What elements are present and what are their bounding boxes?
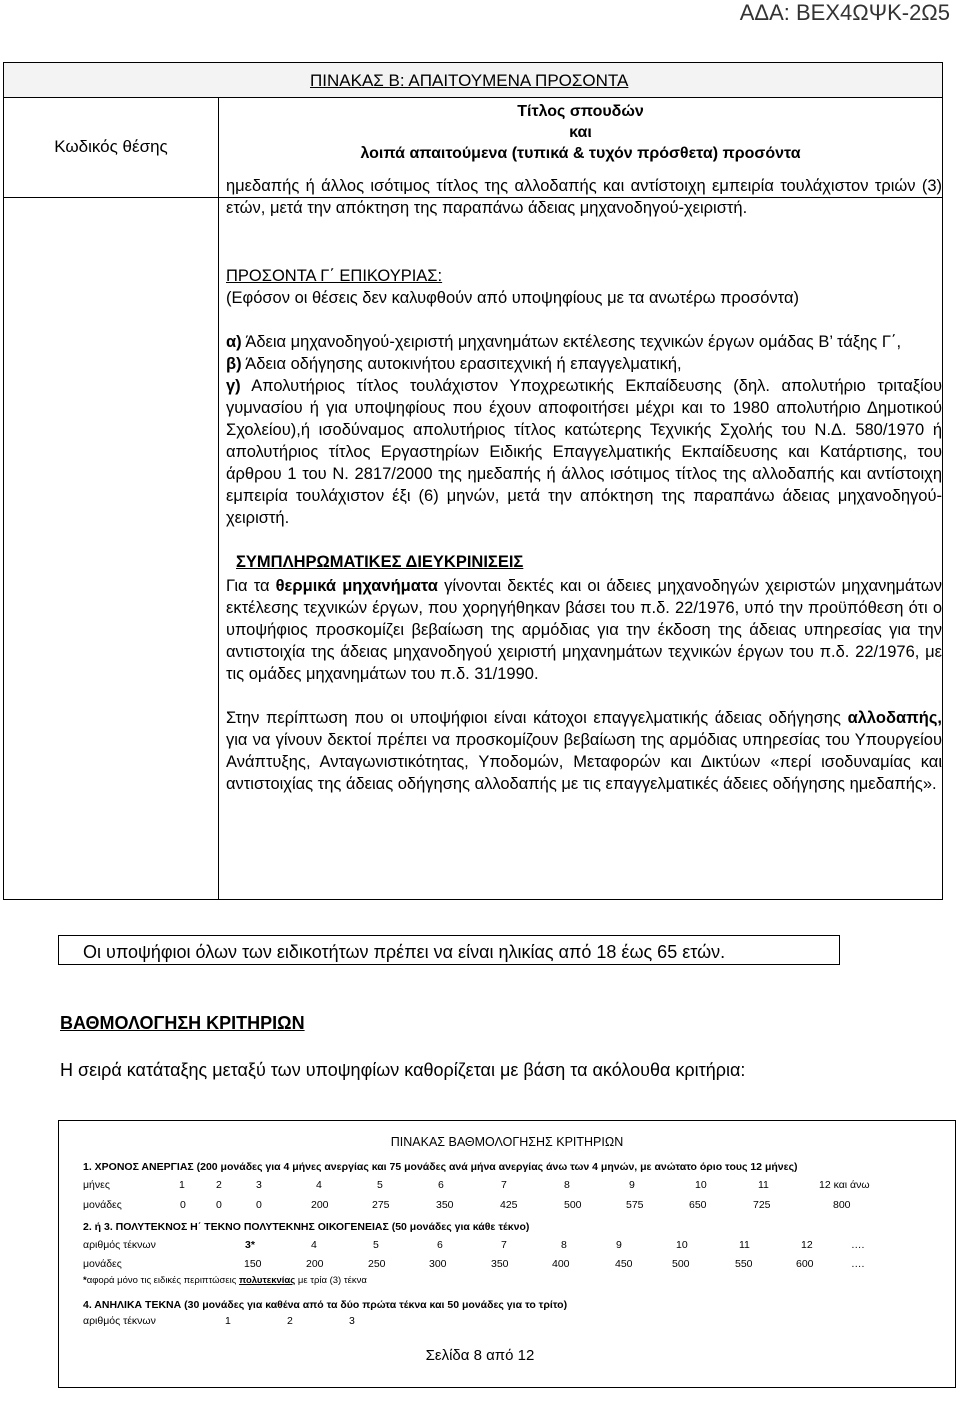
table-cell: 800 [833,1199,851,1211]
table-cell: 12 και άνω [819,1179,870,1191]
note-text: αφορά μόνο τις ειδικές περιπτώσεις [86,1275,239,1286]
section-note: (Εφόσον οι θέσεις δεν καλυφθούν από υποψηφίους με τα ανωτέρω προσόντα) [226,289,799,307]
criterion-4-row1-label: αριθμός τέκνων [83,1315,156,1327]
table-cell: 8 [564,1179,570,1191]
table-cell: 3 [256,1179,262,1191]
table-cell: 7 [501,1239,507,1251]
criterion-2-title: 2. ή 3. ΠΟΛΥΤΕΚΝΟΣ Η΄ ΤΕΚΝΟ ΠΟΛΥΤΕΚΝΗΣ ΟΙΚΟΓΕΝΕΙΑΣ (50 μονάδες για κάθε τέκνο) [83,1221,530,1233]
criterion-2-row1-label: αριθμός τέκνων [83,1239,156,1251]
criteria-table-title: ΠΙΝΑΚΑΣ ΒΑΘΜΟΛΟΓΗΣΗΣ ΚΡΙΤΗΡΙΩΝ [390,1135,624,1149]
age-note-box [58,935,840,965]
supp1-text-rest: γίνονται δεκτές και οι άδειες μηχανοδηγών χειριστών μηχανημάτων εκτέλεσης τεχνικών έργων, που χορηγήθηκαν βάσει του π.δ. 22/1976, υπό την προϋπόθεση ότι ο υποψήφιος προσκομίζει βεβαίωση της αρμόδιας για την έκδοση της άδειας υπηρεσίας για την αντιστοιχία της άδειας μηχανοδηγού χειριστή μηχανημάτων τεχνικών έργων του π.δ. 22/1976, με τις ομάδες μηχανημάτων του π.δ. 31/1990. [226,577,942,683]
table-cell: 0 [256,1199,262,1211]
column-header-code: Κωδικός θέσης [54,137,168,156]
table-cell: 3* [245,1239,255,1251]
table-cell: 9 [616,1239,622,1251]
supp1-text: Για τα [226,577,276,595]
table-cell: 650 [689,1199,707,1211]
supp2-text: Στην περίπτωση που οι υποψήφιοι είναι κάτοχοι επαγγελματικής άδειας οδήγησης [226,709,848,727]
table-cell: 275 [372,1199,390,1211]
requirements-table [3,62,943,900]
table-cell: 550 [735,1258,753,1270]
table-cell: 250 [368,1258,386,1270]
table-cell: 350 [436,1199,454,1211]
table-cell: 10 [695,1179,707,1191]
table-cell: 200 [306,1258,324,1270]
ada-code: ΑΔΑ: ΒΕΧ4ΩΨΚ-2Ω5 [739,0,950,25]
table-cell: 11 [758,1179,769,1191]
note-underlined: πολυτεκνίας [238,1275,296,1286]
table-cell: 150 [244,1258,262,1270]
table-cell: 8 [561,1239,567,1251]
table-cell: 600 [796,1258,814,1270]
table-title-row [4,63,942,98]
column-header-line: και [569,124,592,141]
supp2-text-rest: για να γίνουν δεκτοί πρέπει να προσκομίζουν βεβαίωση της αρμόδιας υπηρεσίας του Υπουργείου Ανάπτυξης, Ανταγωνιστικότητας, Υποδομών, Μεταφορών και Δικτύων «περί ισοδυναμίας και αντιστοιχίας της άδειας οδήγησης αλλοδαπής με τις επαγγελματικές άδειες οδήγησης ημεδαπής». [226,731,942,793]
table-cell: 575 [626,1199,644,1211]
supplementary-heading [226,551,942,573]
age-note: Οι υποψήφιοι όλων των ειδικοτήτων πρέπει να είναι ηλικίας από 18 έως 65 ετών. [83,942,726,962]
table-cell: 1 [225,1315,231,1327]
table-cell: 4 [311,1239,317,1251]
table-cell: 400 [552,1258,570,1270]
item-c-text: Απολυτήριος τίτλος τουλάχιστον Υποχρεωτικής Εκπαίδευσης (δηλ. απολυτήριο τριταξίου γυμνασίου ή για υποψηφίους που έχουν αποφοιτήσει μέχρι και το 1980 απολυτήριο Δημοτικού Σχολείου),ή ισοδύναμος απολυτήριος τίτλος κατώτερης Τεχνικής Σχολής του Ν.Δ. 580/1970 ή απολυτήριος τίτλος Εργαστηρίων Ειδικής Επαγγελματικής Εκπαίδευσης και Κατάρτισης, του άρθρου 1 του Ν. 2817/2000 της ημεδαπής ή άλλος ισότιμος τίτλος της αλλοδαπής και αντίστοιχη εμπειρία τουλάχιστον έξι (6) μηνών, μετά την απόκτηση της παραπάνω άδειας μηχανοδηγού-χειριστή. [226,377,942,527]
table-cell: …. [851,1239,865,1251]
table-cell: 6 [437,1239,443,1251]
item-a-text: Άδεια μηχανοδηγού-χειριστή μηχανημάτων εκτέλεσης τεχνικών έργων ομάδας Β’ τάξης Γ΄, [241,333,902,351]
table-cell: 11 [739,1239,750,1251]
criterion-2-note [83,1275,367,1286]
table-cell: 12 [801,1239,813,1251]
item-b-label: β) [226,355,242,373]
table-cell: 500 [564,1199,582,1211]
section-heading [226,265,942,287]
criteria-heading: ΒΑΘΜΟΛΟΓΗΣΗ ΚΡΙΤΗΡΙΩΝ [60,1013,305,1033]
column-divider [218,97,219,899]
table-cell: 6 [438,1179,444,1191]
supp2-bold: αλλοδαπής, [847,709,942,727]
section-heading-text: ΠΡΟΣΟΝΤΑ Γ΄ ΕΠΙΚΟΥΡΙΑΣ: [226,267,443,285]
item-a-label: α) [226,333,242,351]
table-cell: 3 [349,1315,355,1327]
supplementary-heading-text: ΣΥΜΠΛΗΡΩΜΑΤΙΚΕΣ ΔΙΕΥΚΡΙΝΙΣΕΙΣ [236,553,524,571]
table-cell: 5 [377,1179,383,1191]
item-a [226,331,942,353]
table-title: ΠΙΝΑΚΑΣ Β: ΑΠΑΙΤΟΥΜΕΝΑ ΠΡΟΣΟΝΤΑ [310,71,629,90]
table-cell: 9 [629,1179,635,1191]
item-b [226,353,942,375]
criterion-2-row2-label: μονάδες [83,1258,122,1270]
table-cell: 425 [500,1199,518,1211]
item-c [226,375,942,529]
table-cell: 4 [316,1179,322,1191]
table-cell: 0 [180,1199,186,1211]
table-cell: 10 [676,1239,688,1251]
note-star: * [83,1275,87,1286]
table-cell: 1 [179,1179,185,1191]
note-text-rest: με τρία (3) τέκνα [295,1275,367,1286]
supp1-bold: θερμικά μηχανήματα [275,577,438,595]
table-cell: 300 [429,1258,447,1270]
page-footer: Σελίδα 8 από 12 [425,1347,535,1364]
column-header-line: λοιπά απαιτούμενα (τυπικά & τυχόν πρόσθετα) προσόντα [360,145,801,162]
table-cell: 7 [501,1179,507,1191]
criterion-4-title: 4. ΑΝΗΛΙΚΑ ΤΕΚΝΑ (30 μονάδες για καθένα από τα δύο πρώτα τέκνα και 50 μονάδες για το τρίτο) [83,1299,568,1311]
supplementary-paragraph-2 [226,707,942,795]
criterion-1-row2-label: μονάδες [83,1199,122,1211]
table-cell: 450 [615,1258,633,1270]
intro-paragraph: ημεδαπής ή άλλος ισότιμος τίτλος της αλλοδαπής και αντίστοιχη εμπειρία τουλάχιστον τριών (3) ετών, μετά την απόκτηση της παραπάνω άδειας μηχανοδηγού-χειριστή. [226,177,942,217]
item-c-label: γ) [226,377,241,395]
requirements-body [226,175,942,795]
table-cell: 0 [216,1199,222,1211]
item-b-text: Άδεια οδήγησης αυτοκινήτου ερασιτεχνική ή επαγγελματική, [241,355,682,373]
table-cell: 500 [672,1258,690,1270]
criterion-1-title: 1. ΧΡΟΝΟΣ ΑΝΕΡΓΙΑΣ (200 μονάδες για 4 μήνες ανεργίας και 75 μονάδες ανά μήνα ανεργίας άνω των 4 μηνών, με ανώτατο όριο τους 12 μήνες) [83,1161,798,1173]
criterion-1-row1-label: μήνες [83,1179,110,1191]
table-cell: …. [851,1258,865,1270]
table-cell: 350 [491,1258,509,1270]
table-cell: 2 [287,1315,293,1327]
table-cell: 200 [311,1199,329,1211]
column-header-requirements [219,101,942,164]
criteria-intro: Η σειρά κατάταξης μεταξύ των υποψηφίων καθορίζεται με βάση τα ακόλουθα κριτήρια: [60,1060,746,1080]
supplementary-paragraph-1 [226,575,942,685]
table-cell: 2 [216,1179,222,1191]
table-cell: 5 [373,1239,379,1251]
table-cell: 725 [753,1199,771,1211]
column-header-line: Τίτλος σπουδών [517,103,644,120]
